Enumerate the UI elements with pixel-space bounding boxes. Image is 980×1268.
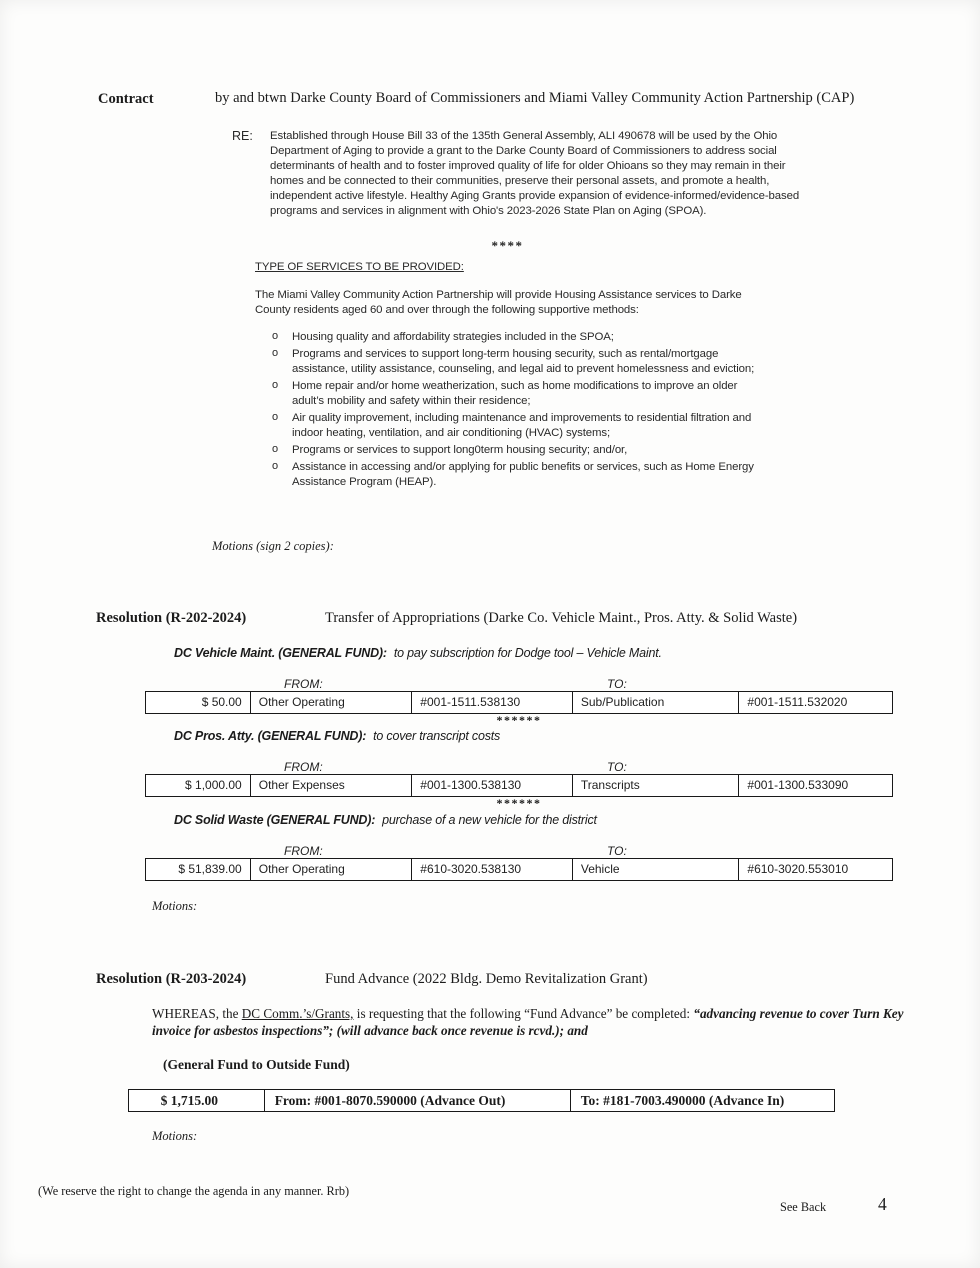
bullet-text: Home repair and/or home weatherization, such as home modifications to improve an older adult’s mobility and safety within their residence; — [292, 380, 738, 407]
re-paragraph: Established through House Bill 33 of the 135th General Assembly, ALI 490678 will be used by the Ohio Department of Aging to provide a grant to the Darke County Board of Commissioners to address social determinants of health and to foster improved quality of life for older Ohioans so they may remain in their homes and be connected to their communities, preserve their personal assets, and promote a health, independent active lifestyle. Healthy Aging Grants provide expansion of evidence-informed/evidence-based programs and services in alignment with Ohio's 2023-2026 State Plan on Aging (SPOA). — [270, 130, 800, 218]
whereas-paragraph — [152, 1006, 904, 1040]
resolution-203-title: Fund Advance (2022 Bldg. Demo Revitalization Grant) — [325, 971, 648, 987]
fund-section-heading — [174, 646, 662, 660]
bullet-marker: o — [272, 347, 279, 359]
from-label: FROM: — [284, 844, 323, 858]
fund-section-heading — [174, 729, 500, 743]
from-label: FROM: — [284, 760, 323, 774]
resolution-202-label: Resolution (R-202-2024) — [96, 610, 247, 626]
to-account-cell: #001-1300.533090 — [738, 775, 892, 796]
bullet-text: Air quality improvement, including maintenance and improvements to residential filtration and indoor heating, ventilation, and air conditioning (HVAC) systems; — [292, 412, 752, 439]
bullet-marker: o — [272, 411, 279, 423]
advance-in-cell: To: #181-7003.490000 (Advance In) — [570, 1090, 834, 1111]
contract-title: by and btwn Darke County Board of Commissioners and Miami Valley Community Action Partnership (CAP) — [215, 90, 855, 106]
contract-label: Contract — [98, 91, 154, 107]
to-desc-cell: Vehicle — [572, 859, 739, 880]
to-account-cell: #610-3020.553010 — [738, 859, 892, 880]
services-heading: TYPE OF SERVICES TO BE PROVIDED: — [255, 261, 464, 273]
amount-cell: $ 51,839.00 — [178, 862, 242, 876]
to-label: TO: — [607, 760, 627, 774]
appropriation-table — [145, 858, 893, 881]
from-account-cell: #001-1511.538130 — [411, 692, 572, 713]
whereas-middle: is requesting that the following “Fund Advance” be completed: — [353, 1006, 694, 1021]
list-item — [272, 347, 764, 377]
whereas-quote: “advancing revenue to cover Turn Key invoice for asbestos inspections”; (will advance back once revenue is rcvd.); and — [152, 1006, 904, 1038]
bullet-text: Programs or services to support long0term housing security; and/or, — [292, 444, 628, 456]
to-account-cell: #001-1511.532020 — [738, 692, 892, 713]
bullet-marker: o — [272, 460, 279, 472]
from-account-cell: #610-3020.538130 — [411, 859, 572, 880]
bullet-marker: o — [272, 443, 279, 455]
from-desc-cell: Other Expenses — [250, 775, 412, 796]
list-item — [272, 379, 764, 409]
whereas-prefix: WHEREAS, the — [152, 1006, 242, 1021]
to-label: TO: — [607, 844, 627, 858]
fund-name: DC Pros. Atty. (GENERAL FUND): — [174, 729, 367, 743]
bullet-text: Programs and services to support long-term housing security, such as rental/mortgage assistance, utility assistance, counseling, and legal aid to prevent homelessness and eviction; — [292, 348, 755, 375]
fund-advance-table — [128, 1089, 835, 1112]
fund-purpose: to pay subscription for Dodge tool – Vehicle Maint. — [393, 646, 662, 660]
list-item — [272, 330, 764, 345]
from-label: FROM: — [284, 677, 323, 691]
motions-note: Motions (sign 2 copies): — [212, 539, 334, 553]
agenda-disclaimer: (We reserve the right to change the agenda in any manner. Rrb) — [38, 1184, 350, 1198]
page-number: 4 — [878, 1194, 887, 1214]
bullet-marker: o — [272, 330, 279, 342]
list-item — [272, 460, 764, 490]
fund-purpose: to cover transcript costs — [373, 729, 501, 743]
from-desc-cell: Other Operating — [250, 692, 412, 713]
fund-name: DC Vehicle Maint. (GENERAL FUND): — [174, 646, 387, 660]
amount-cell: $ 1,715.00 — [160, 1093, 219, 1108]
table-separator: ****** — [496, 796, 542, 810]
from-account-cell: #001-1300.538130 — [411, 775, 572, 796]
fund-purpose: purchase of a new vehicle for the district — [382, 813, 597, 827]
to-desc-cell: Sub/Publication — [572, 692, 739, 713]
fund-section-heading — [174, 813, 597, 827]
fund-direction-note: (General Fund to Outside Fund) — [163, 1057, 350, 1072]
amount-cell: $ 1,000.00 — [185, 778, 242, 792]
table-separator: ****** — [496, 713, 542, 727]
motions-note: Motions: — [152, 1129, 198, 1143]
resolution-202-title: Transfer of Appropriations (Darke Co. Vehicle Maint., Pros. Atty. & Solid Waste) — [325, 610, 798, 626]
services-intro: The Miami Valley Community Action Partnership will provide Housing Assistance services to Darke County residents aged 60 and over through the following supportive methods: — [255, 289, 742, 317]
bullet-text: Housing quality and affordability strategies included in the SPOA; — [292, 331, 614, 343]
to-desc-cell: Transcripts — [572, 775, 739, 796]
section-separator: **** — [491, 238, 524, 253]
see-back-note: See Back — [780, 1200, 827, 1214]
amount-cell: $ 50.00 — [201, 695, 242, 709]
fund-name: DC Solid Waste (GENERAL FUND): — [174, 813, 376, 827]
appropriation-table — [145, 691, 893, 714]
to-label: TO: — [607, 677, 627, 691]
whereas-requestor: DC Comm.’s/Grants, — [241, 1006, 354, 1021]
advance-out-cell: From: #001-8070.590000 (Advance Out) — [264, 1090, 570, 1111]
list-item — [272, 443, 764, 458]
from-desc-cell: Other Operating — [250, 859, 412, 880]
services-bullet-list — [272, 330, 764, 492]
motions-note: Motions: — [152, 899, 198, 913]
appropriation-table — [145, 774, 893, 797]
bullet-marker: o — [272, 379, 279, 391]
resolution-203-label: Resolution (R-203-2024) — [96, 971, 247, 987]
bullet-text: Assistance in accessing and/or applying for public benefits or services, such as Home Energy Assistance Program (HEAP). — [292, 461, 754, 488]
list-item — [272, 411, 764, 441]
re-label: RE: — [232, 129, 253, 143]
